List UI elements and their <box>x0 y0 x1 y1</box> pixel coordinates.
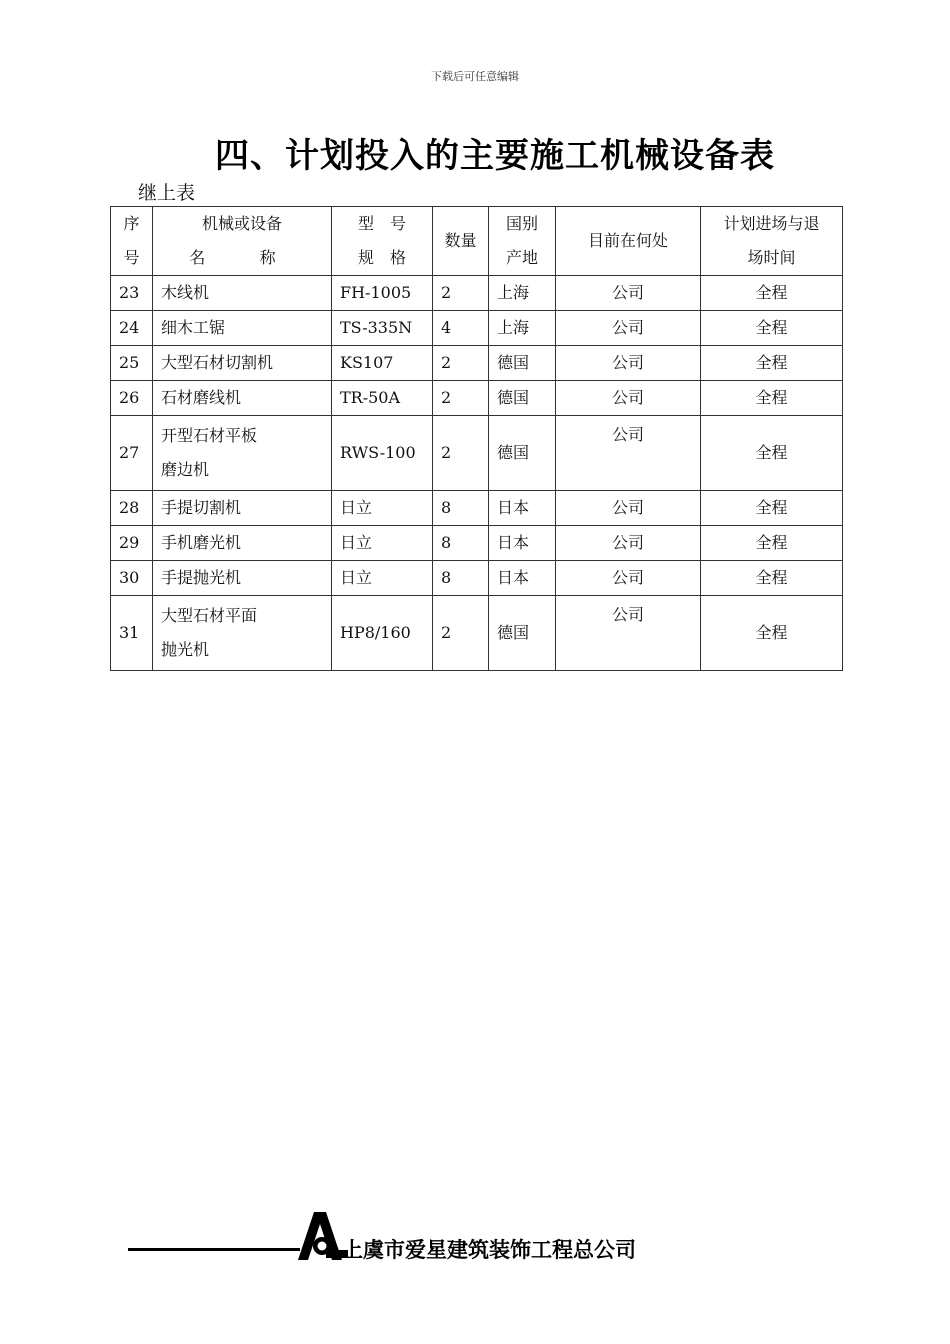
cell-time: 全程 <box>701 491 843 526</box>
header-no <box>111 207 153 276</box>
cell-qty: 8 <box>433 526 489 561</box>
table-row <box>111 346 843 381</box>
cell-location: 公司 <box>556 561 701 596</box>
header-model-line2: 规 格 <box>357 248 406 267</box>
cell-name: 细木工锯 <box>153 311 332 346</box>
table-header-row <box>111 207 843 276</box>
cell-origin: 日本 <box>489 526 556 561</box>
cell-origin: 德国 <box>489 381 556 416</box>
cell-time: 全程 <box>701 311 843 346</box>
header-name-line2: 名 称 <box>189 248 295 267</box>
cell-origin: 上海 <box>489 311 556 346</box>
cell-time: 全程 <box>701 346 843 381</box>
cell-origin: 德国 <box>489 596 556 671</box>
company-logo-icon <box>296 1210 348 1262</box>
cell-model: 日立 <box>332 526 433 561</box>
header-origin <box>489 207 556 276</box>
cell-no: 26 <box>111 381 153 416</box>
header-time-line1: 计划进场与退 <box>723 214 820 234</box>
cell-qty: 2 <box>433 346 489 381</box>
cell-time: 全程 <box>701 526 843 561</box>
table-row <box>111 596 843 671</box>
cell-time: 全程 <box>701 596 843 671</box>
cell-no: 27 <box>111 416 153 491</box>
header-location: 目前在何处 <box>556 207 701 276</box>
table-row <box>111 561 843 596</box>
footer-company-name: 上虞市爱星建筑装饰工程总公司 <box>342 1238 636 1262</box>
cell-no: 28 <box>111 491 153 526</box>
cell-location: 公司 <box>556 381 701 416</box>
cell-origin: 德国 <box>489 416 556 491</box>
cell-name-line1: 大型石材平面 <box>161 606 258 626</box>
header-name <box>153 207 332 276</box>
cell-model: FH-1005 <box>332 276 433 311</box>
table-row <box>111 311 843 346</box>
page-title: 四、计划投入的主要施工机械设备表 <box>215 136 775 176</box>
cell-location: 公司 <box>556 311 701 346</box>
cell-model: KS107 <box>332 346 433 381</box>
cell-origin: 德国 <box>489 346 556 381</box>
footer-rule <box>128 1248 300 1251</box>
cell-location: 公司 <box>556 346 701 381</box>
cell-name: 大型石材切割机 <box>153 346 332 381</box>
cell-location: 公司 <box>556 596 701 671</box>
cell-origin: 日本 <box>489 491 556 526</box>
cell-model: RWS-100 <box>332 416 433 491</box>
cell-location: 公司 <box>556 526 701 561</box>
cell-location: 公司 <box>556 416 701 491</box>
header-note: 下载后可任意编辑 <box>431 70 519 83</box>
cell-name: 手提切割机 <box>153 491 332 526</box>
cell-qty: 2 <box>433 596 489 671</box>
cell-no: 23 <box>111 276 153 311</box>
cell-model: 日立 <box>332 561 433 596</box>
equipment-table <box>110 206 843 671</box>
header-time-line2: 场时间 <box>747 248 796 267</box>
cell-name <box>153 416 332 491</box>
cell-name-line1: 开型石材平板 <box>161 426 258 446</box>
header-model <box>332 207 433 276</box>
cell-qty: 8 <box>433 561 489 596</box>
cell-model: TR-50A <box>332 381 433 416</box>
table-continuation-label: 继上表 <box>138 182 196 204</box>
cell-name: 手提抛光机 <box>153 561 332 596</box>
cell-name <box>153 596 332 671</box>
cell-name-line2: 抛光机 <box>161 640 210 659</box>
cell-location: 公司 <box>556 491 701 526</box>
cell-no: 30 <box>111 561 153 596</box>
header-model-line1: 型 号 <box>357 214 406 234</box>
cell-name: 手机磨光机 <box>153 526 332 561</box>
table-row <box>111 526 843 561</box>
cell-no: 31 <box>111 596 153 671</box>
cell-model: TS-335N <box>332 311 433 346</box>
cell-origin: 日本 <box>489 561 556 596</box>
cell-model: HP8/160 <box>332 596 433 671</box>
header-time <box>701 207 843 276</box>
cell-time: 全程 <box>701 381 843 416</box>
cell-name: 木线机 <box>153 276 332 311</box>
page-footer <box>128 1208 688 1268</box>
cell-no: 29 <box>111 526 153 561</box>
cell-model: 日立 <box>332 491 433 526</box>
table-row <box>111 276 843 311</box>
cell-no: 25 <box>111 346 153 381</box>
cell-time: 全程 <box>701 416 843 491</box>
cell-time: 全程 <box>701 561 843 596</box>
cell-qty: 2 <box>433 416 489 491</box>
cell-no: 24 <box>111 311 153 346</box>
cell-name-line2: 磨边机 <box>161 460 210 479</box>
header-qty: 数量 <box>433 207 489 276</box>
table-row <box>111 381 843 416</box>
cell-qty: 2 <box>433 276 489 311</box>
header-no-line2: 号 <box>123 248 140 267</box>
header-no-line1: 序 <box>123 214 140 234</box>
cell-qty: 2 <box>433 381 489 416</box>
cell-name: 石材磨线机 <box>153 381 332 416</box>
cell-qty: 4 <box>433 311 489 346</box>
cell-location: 公司 <box>556 276 701 311</box>
cell-time: 全程 <box>701 276 843 311</box>
header-origin-line2: 产地 <box>505 248 538 267</box>
table-row <box>111 491 843 526</box>
table-row <box>111 416 843 491</box>
cell-qty: 8 <box>433 491 489 526</box>
header-origin-line1: 国别 <box>505 214 538 234</box>
cell-origin: 上海 <box>489 276 556 311</box>
header-name-line1: 机械或设备 <box>201 214 282 234</box>
